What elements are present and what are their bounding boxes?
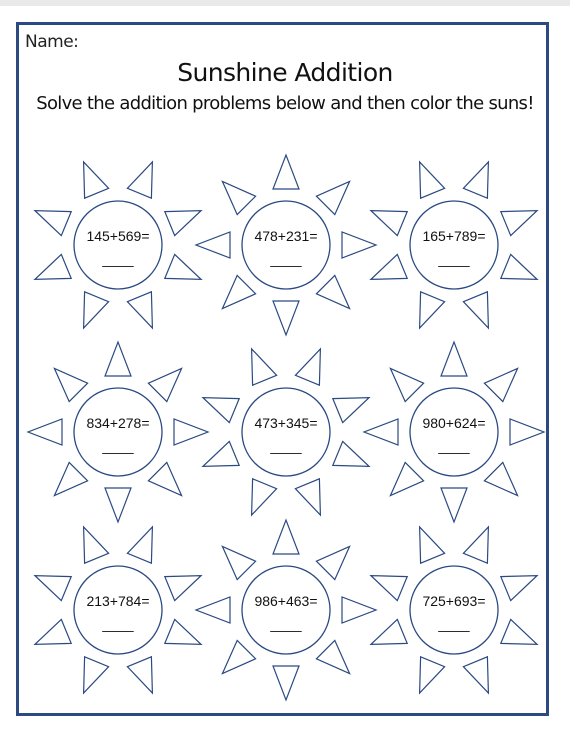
sun-ray xyxy=(371,576,407,601)
answer-blank[interactable]: ____ xyxy=(102,616,134,632)
sun-ray xyxy=(342,597,376,623)
answer-blank[interactable]: ____ xyxy=(438,616,470,632)
sun-ray xyxy=(273,520,299,554)
sun-2 xyxy=(196,155,376,335)
sun-ray xyxy=(35,576,71,601)
sun-ray xyxy=(165,211,201,236)
sun-3 xyxy=(371,162,537,328)
sun-ray xyxy=(501,576,537,601)
sun-ray xyxy=(501,619,537,644)
problem-expression: 473+345= xyxy=(254,415,318,431)
sun-9 xyxy=(371,527,537,693)
sun-ray xyxy=(501,254,537,279)
sun-ray xyxy=(84,527,109,563)
sun-ray xyxy=(84,292,109,328)
problem-expression: 834+278= xyxy=(86,415,150,431)
sun-ray xyxy=(484,462,517,495)
sun-circle xyxy=(74,201,162,289)
sun-ray xyxy=(316,181,349,214)
answer-blank[interactable]: ____ xyxy=(102,251,134,267)
sun-8 xyxy=(196,520,376,700)
sun-ray xyxy=(35,254,71,279)
sun-ray xyxy=(441,342,467,376)
sun-ray xyxy=(420,162,445,198)
answer-blank[interactable]: ____ xyxy=(438,251,470,267)
sun-ray xyxy=(165,576,201,601)
sun-ray xyxy=(510,419,544,445)
sun-ray xyxy=(222,640,255,673)
sun-ray xyxy=(420,527,445,563)
sun-ray xyxy=(196,232,230,258)
sun-ray xyxy=(463,162,488,198)
sun-ray xyxy=(420,292,445,328)
sun-ray xyxy=(84,162,109,198)
sun-ray xyxy=(28,419,62,445)
sun-ray xyxy=(371,211,407,236)
sun-ray xyxy=(174,419,208,445)
sun-circle xyxy=(410,566,498,654)
sun-ray xyxy=(105,488,131,522)
problem-expression: 145+569= xyxy=(86,228,150,244)
sun-ray xyxy=(371,254,407,279)
sun-ray xyxy=(316,275,349,308)
sun-ray xyxy=(222,275,255,308)
sun-ray xyxy=(333,398,369,423)
sun-ray xyxy=(165,619,201,644)
sun-ray xyxy=(333,441,369,466)
sun-ray xyxy=(273,666,299,700)
sun-ray xyxy=(420,657,445,693)
sun-ray xyxy=(390,462,423,495)
sun-ray xyxy=(342,232,376,258)
problem-expression: 725+693= xyxy=(422,593,486,609)
sun-7 xyxy=(35,527,201,693)
sun-ray xyxy=(484,368,517,401)
sun-ray xyxy=(463,292,488,328)
sun-ray xyxy=(54,462,87,495)
sun-ray xyxy=(273,301,299,335)
worksheet-title: Sunshine Addition xyxy=(177,58,393,87)
sun-ray xyxy=(84,657,109,693)
answer-blank[interactable]: ____ xyxy=(270,616,302,632)
sun-circle xyxy=(410,201,498,289)
sun-ray xyxy=(105,342,131,376)
sun-ray xyxy=(148,462,181,495)
sun-ray xyxy=(35,211,71,236)
problem-expression: 986+463= xyxy=(254,593,318,609)
sun-ray xyxy=(463,527,488,563)
sun-ray xyxy=(222,546,255,579)
sun-4 xyxy=(28,342,208,522)
sun-circle xyxy=(242,566,330,654)
name-label: Name: xyxy=(25,32,79,52)
problem-expression: 980+624= xyxy=(422,415,486,431)
problem-expression: 478+231= xyxy=(254,228,318,244)
sun-circle xyxy=(74,388,162,476)
sun-ray xyxy=(463,657,488,693)
sun-ray xyxy=(54,368,87,401)
sun-ray xyxy=(273,155,299,189)
sun-ray xyxy=(316,640,349,673)
sun-ray xyxy=(364,419,398,445)
sun-ray xyxy=(196,597,230,623)
sun-ray xyxy=(127,527,152,563)
sun-ray xyxy=(295,349,320,385)
sun-6 xyxy=(364,342,544,522)
sun-ray xyxy=(203,441,239,466)
sun-1 xyxy=(35,162,201,328)
sun-ray xyxy=(165,254,201,279)
sun-ray xyxy=(316,546,349,579)
sun-circle xyxy=(242,201,330,289)
sun-ray xyxy=(371,619,407,644)
sun-ray xyxy=(252,479,277,515)
sun-circle xyxy=(410,388,498,476)
sun-ray xyxy=(127,162,152,198)
sun-ray xyxy=(127,657,152,693)
answer-blank[interactable]: ____ xyxy=(102,438,134,454)
sun-5 xyxy=(203,349,369,515)
sun-ray xyxy=(252,349,277,385)
problem-expression: 165+789= xyxy=(422,228,486,244)
sun-ray xyxy=(148,368,181,401)
sun-circle xyxy=(74,566,162,654)
problem-expression: 213+784= xyxy=(86,593,150,609)
answer-blank[interactable]: ____ xyxy=(270,438,302,454)
worksheet-instructions: Solve the addition problems below and then color the suns! xyxy=(36,93,534,114)
sun-ray xyxy=(203,398,239,423)
sun-ray xyxy=(127,292,152,328)
answer-blank[interactable]: ____ xyxy=(438,438,470,454)
sun-ray xyxy=(295,479,320,515)
sun-ray xyxy=(501,211,537,236)
sun-ray xyxy=(441,488,467,522)
sun-ray xyxy=(390,368,423,401)
answer-blank[interactable]: ____ xyxy=(270,251,302,267)
sun-ray xyxy=(35,619,71,644)
sun-circle xyxy=(242,388,330,476)
sun-ray xyxy=(222,181,255,214)
